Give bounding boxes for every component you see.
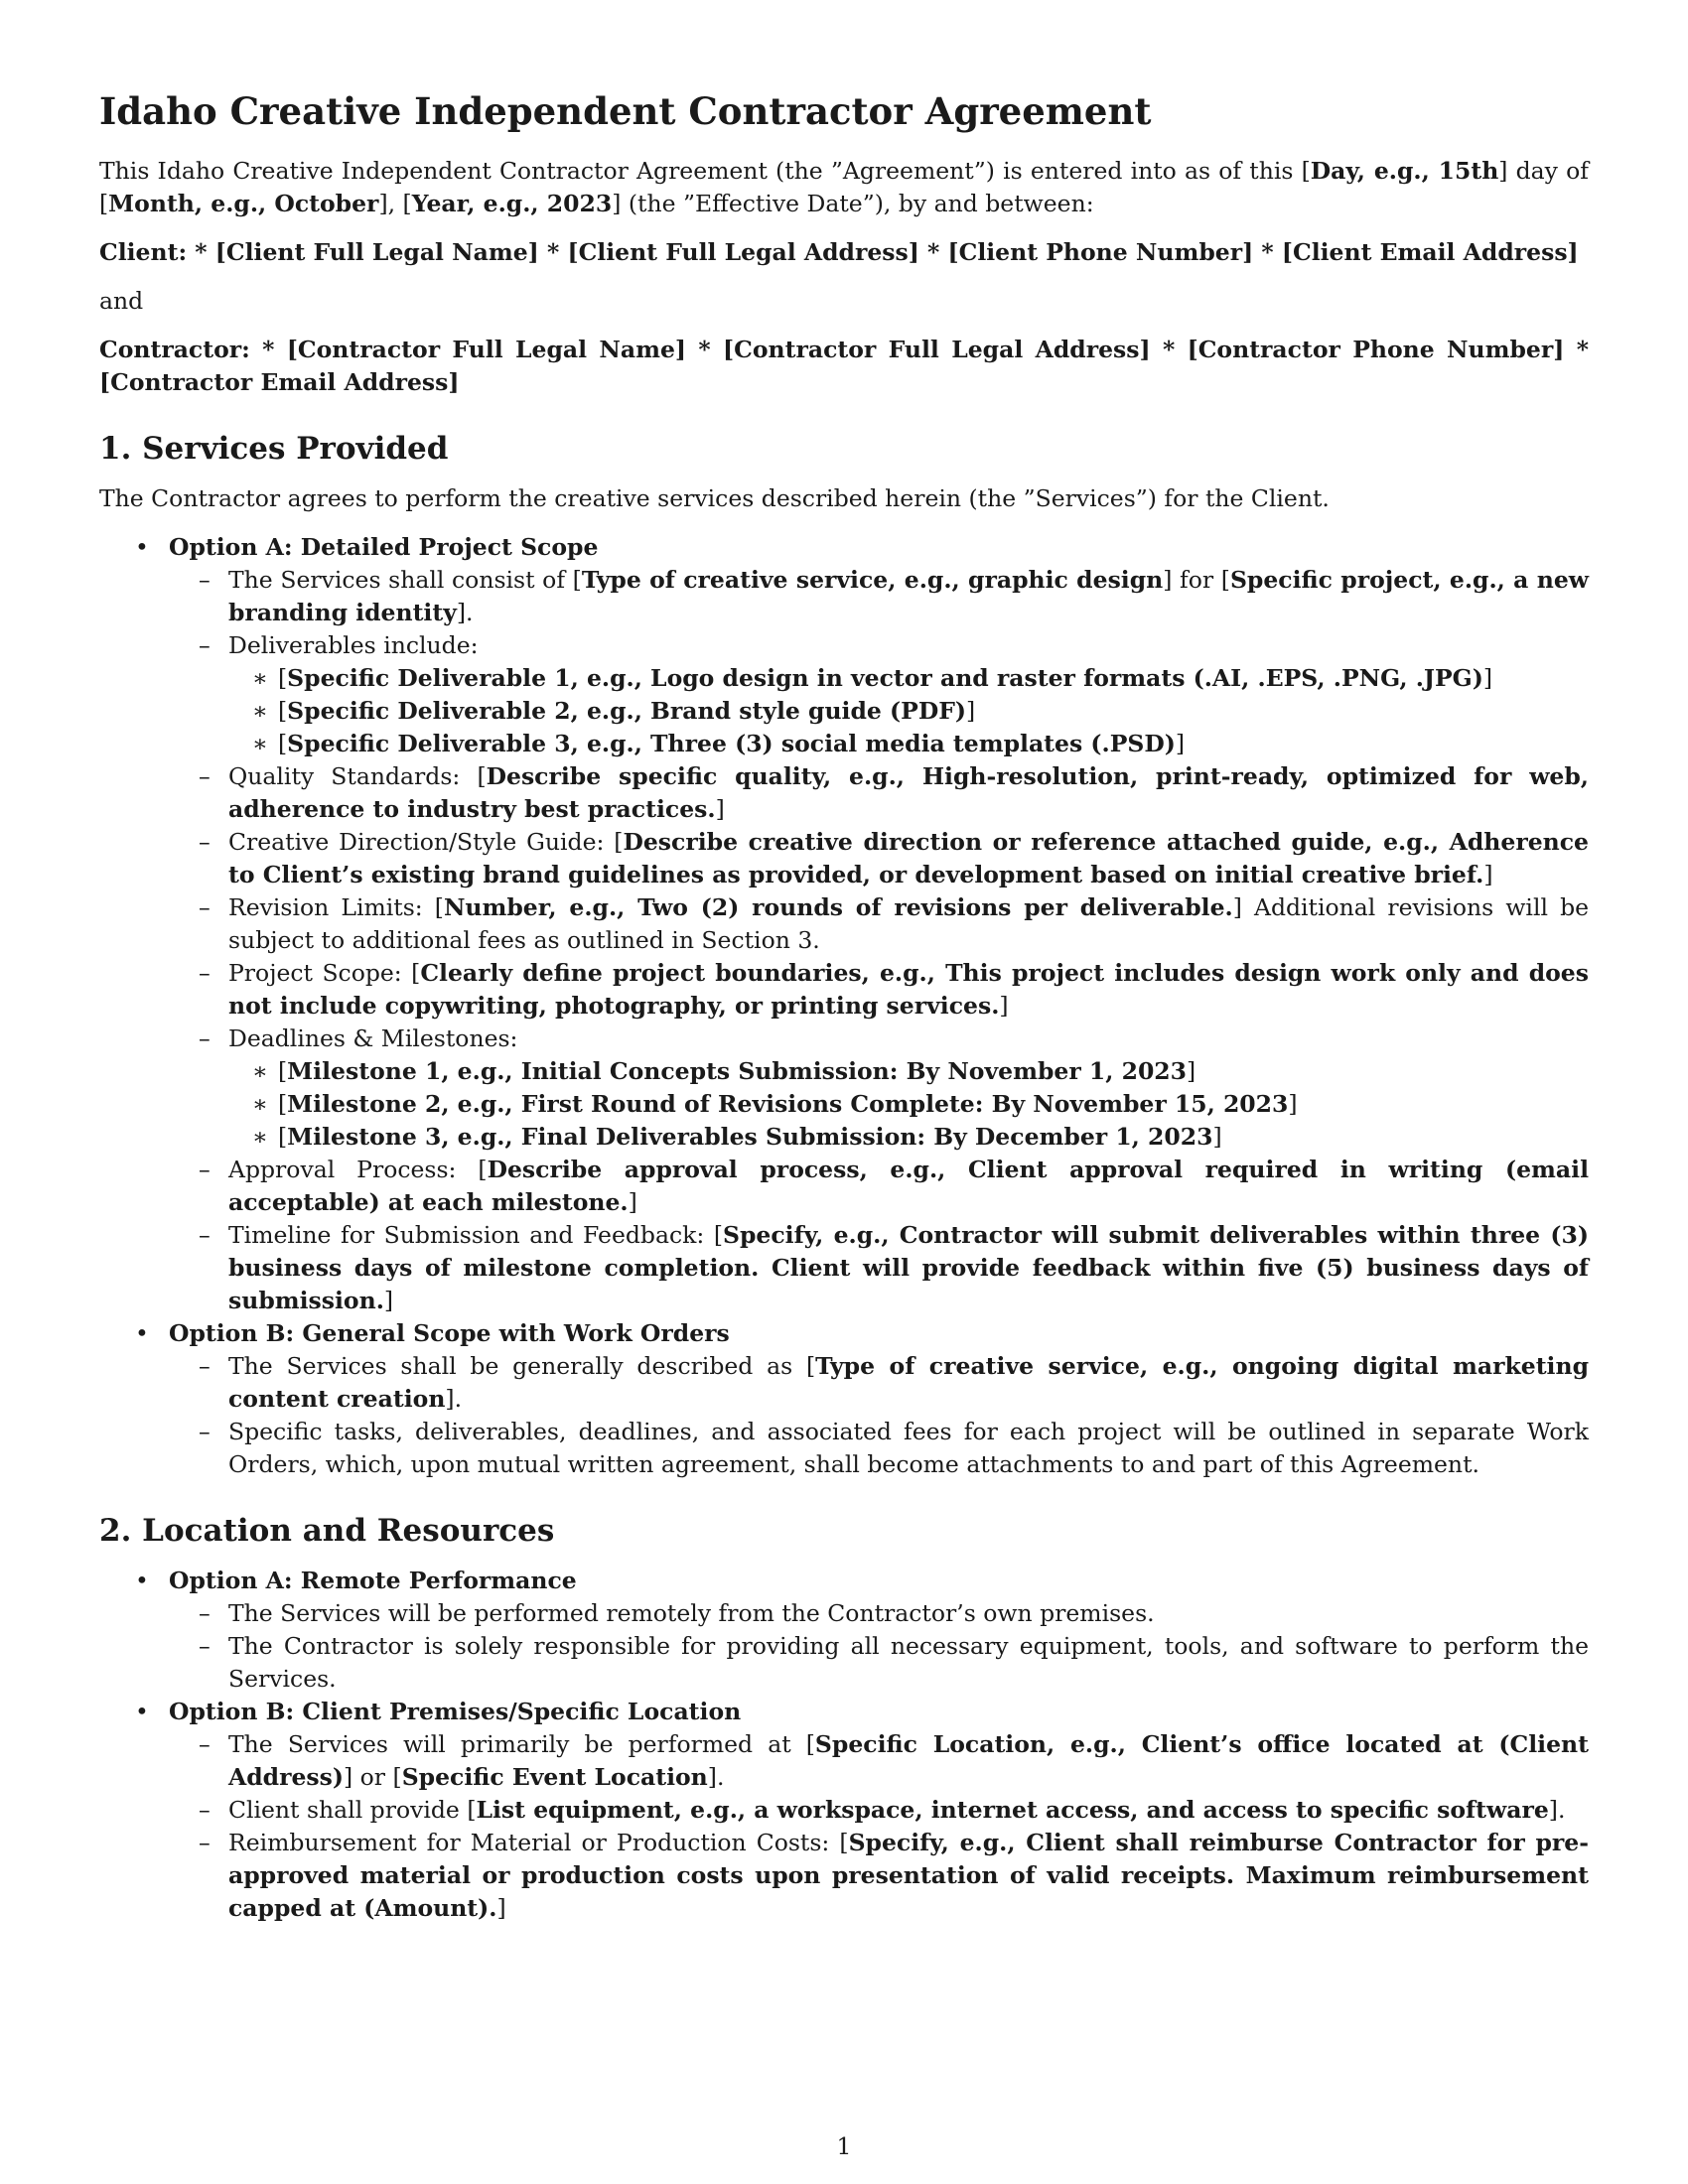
intro-paragraph: This Idaho Creative Independent Contractor Agreement (the ”Agreement”) is entered into as of this [Day, e.g., 15th] day of [Month, e.g., October], [Year, e.g., 2023] (the ”Effective Date”), by and between: <box>99 157 1589 217</box>
client-label: Client: <box>99 238 188 266</box>
list-item <box>99 1317 1589 1481</box>
list-item: ∗ [Specific Deliverable 1, e.g., Logo design in vector and raster formats (.AI, .EPS, .PNG, .JPG)] <box>228 662 1589 695</box>
list-item: ∗ [Specific Deliverable 3, e.g., Three (3) social media templates (.PSD)] <box>228 728 1589 760</box>
list-item: – Creative Direction/Style Guide: [Describe creative direction or reference attached guide, e.g., Adherence to Client’s existing brand guidelines as provided, or development based on initial creative brief.] <box>169 826 1589 891</box>
list-item: – Revision Limits: [Number, e.g., Two (2) rounds of revisions per deliverable.] Additional revisions will be subject to additional fees as outlined in Section 3. <box>169 891 1589 957</box>
option-label: Option A: Remote Performance <box>169 1567 577 1594</box>
contractor-label: Contractor: <box>99 336 250 363</box>
list-item <box>99 1696 1589 1925</box>
section-heading: 1. Services Provided <box>99 431 449 467</box>
list-item: – Timeline for Submission and Feedback: [Specify, e.g., Contractor will submit deliverables within three (3) business days of milestone completion. Client will provide feedback within five (5) business days of submission.] <box>169 1219 1589 1317</box>
day-placeholder: Day, e.g., 15th <box>1310 157 1499 185</box>
list-item: ∗ [Milestone 2, e.g., First Round of Revisions Complete: By November 15, 2023] <box>228 1088 1589 1121</box>
client-details: * [Client Full Legal Name] * [Client Full Legal Address] * [Client Phone Number] * [Client Email Address] <box>187 238 1579 266</box>
section-location <box>99 1511 1589 1925</box>
sub-list <box>169 1597 1589 1696</box>
list-item: ∗ [Milestone 1, e.g., Initial Concepts Submission: By November 1, 2023] <box>228 1055 1589 1088</box>
list-item: – Specific tasks, deliverables, deadlines, and associated fees for each project will be outlined in separate Work Orders, which, upon mutual written agreement, shall become attachments to and part of this Agreement. <box>169 1416 1589 1481</box>
deliverables-list <box>228 662 1589 760</box>
list-item: ∗ [Milestone 3, e.g., Final Deliverables Submission: By December 1, 2023] <box>228 1121 1589 1154</box>
section-heading: 2. Location and Resources <box>99 1513 555 1549</box>
contractor-details: * [Contractor Full Legal Name] * [Contractor Full Legal Address] * [Contractor Phone Number] * [Contractor Email Address] <box>99 336 1589 396</box>
list-item: – Reimbursement for Material or Production Costs: [Specify, e.g., Client shall reimburse Contractor for pre-approved material or production costs upon presentation of valid receipts. Maximum reimbursement capped at (Amount).] <box>169 1827 1589 1925</box>
month-placeholder: Month, e.g., October <box>108 190 379 217</box>
list-item: – The Services will be performed remotely from the Contractor’s own premises. <box>169 1597 1589 1630</box>
option-label: Option B: Client Premises/Specific Location <box>169 1698 742 1725</box>
list-item: – The Services will primarily be performed at [Specific Location, e.g., Client’s office located at (Client Address)] or [Specific Event Location]. <box>169 1728 1589 1794</box>
document-page <box>99 89 1589 1925</box>
list-item: – Approval Process: [Describe approval process, e.g., Client approval required in writing (email acceptable) at each milestone.] <box>169 1154 1589 1219</box>
list-item: – The Contractor is solely responsible for providing all necessary equipment, tools, and software to perform the Services. <box>169 1630 1589 1696</box>
contractor-block <box>99 334 1589 399</box>
page-number: 1 <box>836 2132 852 2160</box>
options-list <box>99 531 1589 1481</box>
list-item: – Deadlines & Milestones: ∗ [Milestone 1, e.g., Initial Concepts Submission: By November 1, 2023] ∗ [Milestone 2, e.g., First Round of Revisions Complete: By November 15, 2023] ∗ [Milestone 3, e.g., Final Deliverables Submission: By December 1, 2023] <box>169 1023 1589 1154</box>
option-label: Option A: Detailed Project Scope <box>169 533 599 561</box>
option-label: Option B: General Scope with Work Orders <box>169 1319 730 1347</box>
sub-list <box>169 1728 1589 1925</box>
section-intro: The Contractor agrees to perform the creative services described herein (the ”Services”) for the Client. <box>99 484 1330 512</box>
milestones-list <box>228 1055 1589 1154</box>
list-item: – Quality Standards: [Describe specific quality, e.g., High-resolution, print-ready, optimized for web, adherence to industry best practices.] <box>169 760 1589 826</box>
list-item <box>99 531 1589 1317</box>
list-item: ∗ [Specific Deliverable 2, e.g., Brand style guide (PDF)] <box>228 695 1589 728</box>
section-services <box>99 429 1589 1481</box>
list-item: – Deliverables include: ∗ [Specific Deliverable 1, e.g., Logo design in vector and raster formats (.AI, .EPS, .PNG, .JPG)] ∗ [Specific Deliverable 2, e.g., Brand style guide (PDF)] ∗ [Specific Deliverable 3, e.g., Three (3) social media templates (.PSD)] <box>169 629 1589 760</box>
list-item <box>99 1565 1589 1696</box>
year-placeholder: Year, e.g., 2023 <box>411 190 613 217</box>
and-text: and <box>99 287 144 315</box>
list-item: – Client shall provide [List equipment, e.g., a workspace, internet access, and access to specific software]. <box>169 1794 1589 1827</box>
options-list <box>99 1565 1589 1925</box>
sub-list <box>169 1350 1589 1481</box>
list-item: – The Services shall consist of [Type of creative service, e.g., graphic design] for [Specific project, e.g., a new branding identity]. <box>169 564 1589 629</box>
client-block <box>99 236 1589 269</box>
sub-list <box>169 564 1589 1317</box>
list-item: – Project Scope: [Clearly define project boundaries, e.g., This project includes design work only and does not include copywriting, photography, or printing services.] <box>169 957 1589 1023</box>
document-title: Idaho Creative Independent Contractor Agreement <box>99 89 1152 133</box>
list-item: – The Services shall be generally described as [Type of creative service, e.g., ongoing digital marketing content creation]. <box>169 1350 1589 1416</box>
